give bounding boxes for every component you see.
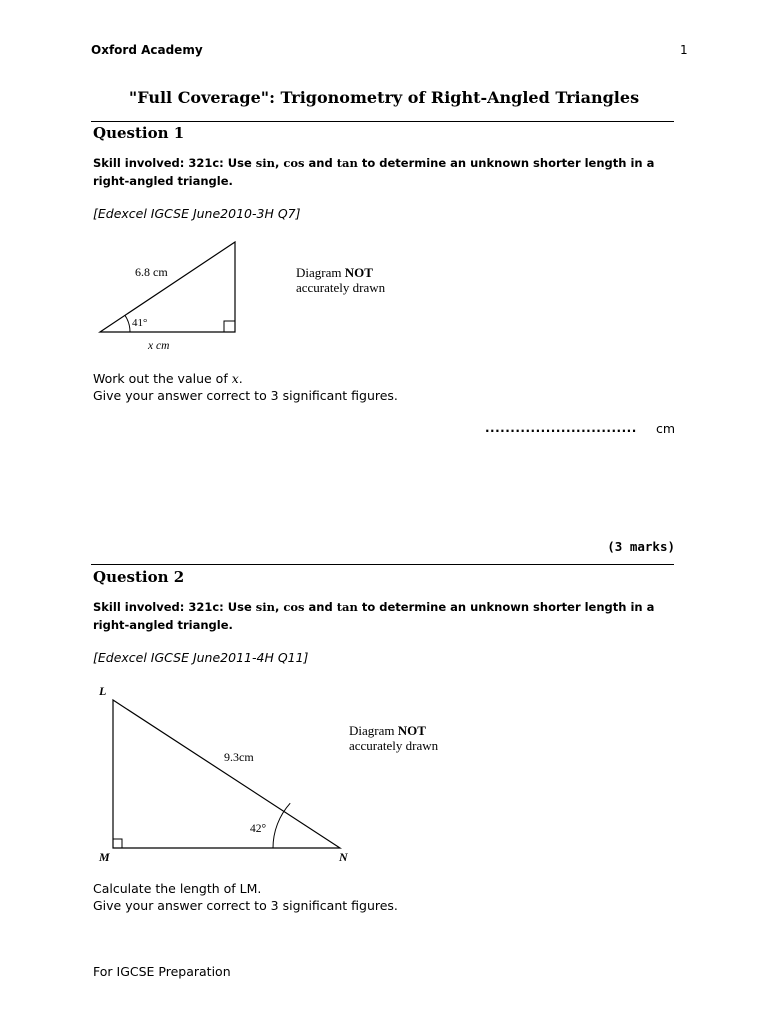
angle-label: 41° — [132, 317, 148, 329]
answer-line[interactable]: .............................. — [485, 421, 637, 435]
note-not: NOT — [344, 265, 373, 280]
note-prefix: Diagram — [349, 723, 398, 738]
note-not: NOT — [397, 723, 426, 738]
question-1-triangle-diagram — [90, 236, 260, 360]
answer-unit: cm — [656, 421, 676, 436]
instruction-line-2: Give your answer correct to 3 significant figures. — [93, 898, 398, 913]
skill-sin: sin — [255, 156, 275, 170]
triangle-shape — [113, 700, 340, 848]
question-2-rule — [91, 564, 674, 565]
skill-sep: and — [304, 156, 337, 170]
instruction-prefix: Work out the value of — [93, 371, 232, 386]
vertex-m-label: M — [99, 850, 110, 864]
question-2-source: [Edexcel IGCSE June2011-4H Q11] — [93, 650, 309, 665]
question-1-rule — [91, 121, 674, 122]
base-label: x cm — [148, 340, 170, 352]
right-angle-marker — [113, 839, 122, 848]
question-2-heading: Question 2 — [93, 568, 185, 586]
note-prefix: Diagram — [296, 265, 345, 280]
hypotenuse-label: 6.8 cm — [135, 265, 168, 279]
skill-sep: , — [275, 600, 284, 614]
skill-suffix: to determine an unknown shorter length in a right-angled triangle. — [93, 156, 655, 188]
page-number: 1 — [680, 43, 688, 57]
note-line-2: accurately drawn — [349, 738, 439, 753]
note-line-2: accurately drawn — [296, 280, 386, 295]
angle-label: 42° — [250, 823, 267, 835]
skill-suffix: to determine an unknown shorter length in a right-angled triangle. — [93, 600, 655, 632]
question-1-skill — [93, 154, 673, 190]
question-2-instructions — [93, 880, 398, 914]
skill-sep: and — [304, 600, 337, 614]
angle-arc — [125, 315, 130, 332]
question-1-heading: Question 1 — [93, 124, 185, 142]
skill-tan: tan — [336, 600, 358, 614]
skill-prefix: Skill involved: 321c: Use — [93, 600, 256, 614]
right-angle-marker — [224, 321, 235, 332]
vertex-l-label: L — [99, 684, 107, 698]
vertex-n-label: N — [339, 850, 348, 864]
document-title: "Full Coverage": Trigonometry of Right-Angled Triangles — [128, 88, 640, 107]
page-footer: For IGCSE Preparation — [93, 964, 231, 979]
question-2-diagram-note — [349, 723, 438, 753]
skill-tan: tan — [336, 156, 358, 170]
question-1-diagram-note — [296, 265, 385, 295]
instruction-variable: x — [231, 371, 239, 386]
question-2-skill — [93, 598, 673, 634]
instruction-line-1: Calculate the length of LM. — [93, 881, 262, 896]
triangle-shape — [100, 242, 235, 332]
skill-prefix: Skill involved: 321c: Use — [93, 156, 256, 170]
skill-cos: cos — [283, 600, 305, 614]
question-1-source: [Edexcel IGCSE June2010-3H Q7] — [93, 206, 301, 221]
question-1-instructions — [93, 370, 398, 404]
skill-cos: cos — [283, 156, 305, 170]
instruction-suffix: . — [238, 371, 243, 386]
skill-sep: , — [275, 156, 284, 170]
skill-sin: sin — [255, 600, 275, 614]
instruction-line-2: Give your answer correct to 3 significant figures. — [93, 388, 398, 403]
question-1-marks: (3 marks) — [607, 539, 675, 554]
hypotenuse-label: 9.3cm — [224, 750, 254, 764]
question-2-triangle-diagram — [90, 676, 370, 872]
school-name: Oxford Academy — [91, 43, 203, 57]
